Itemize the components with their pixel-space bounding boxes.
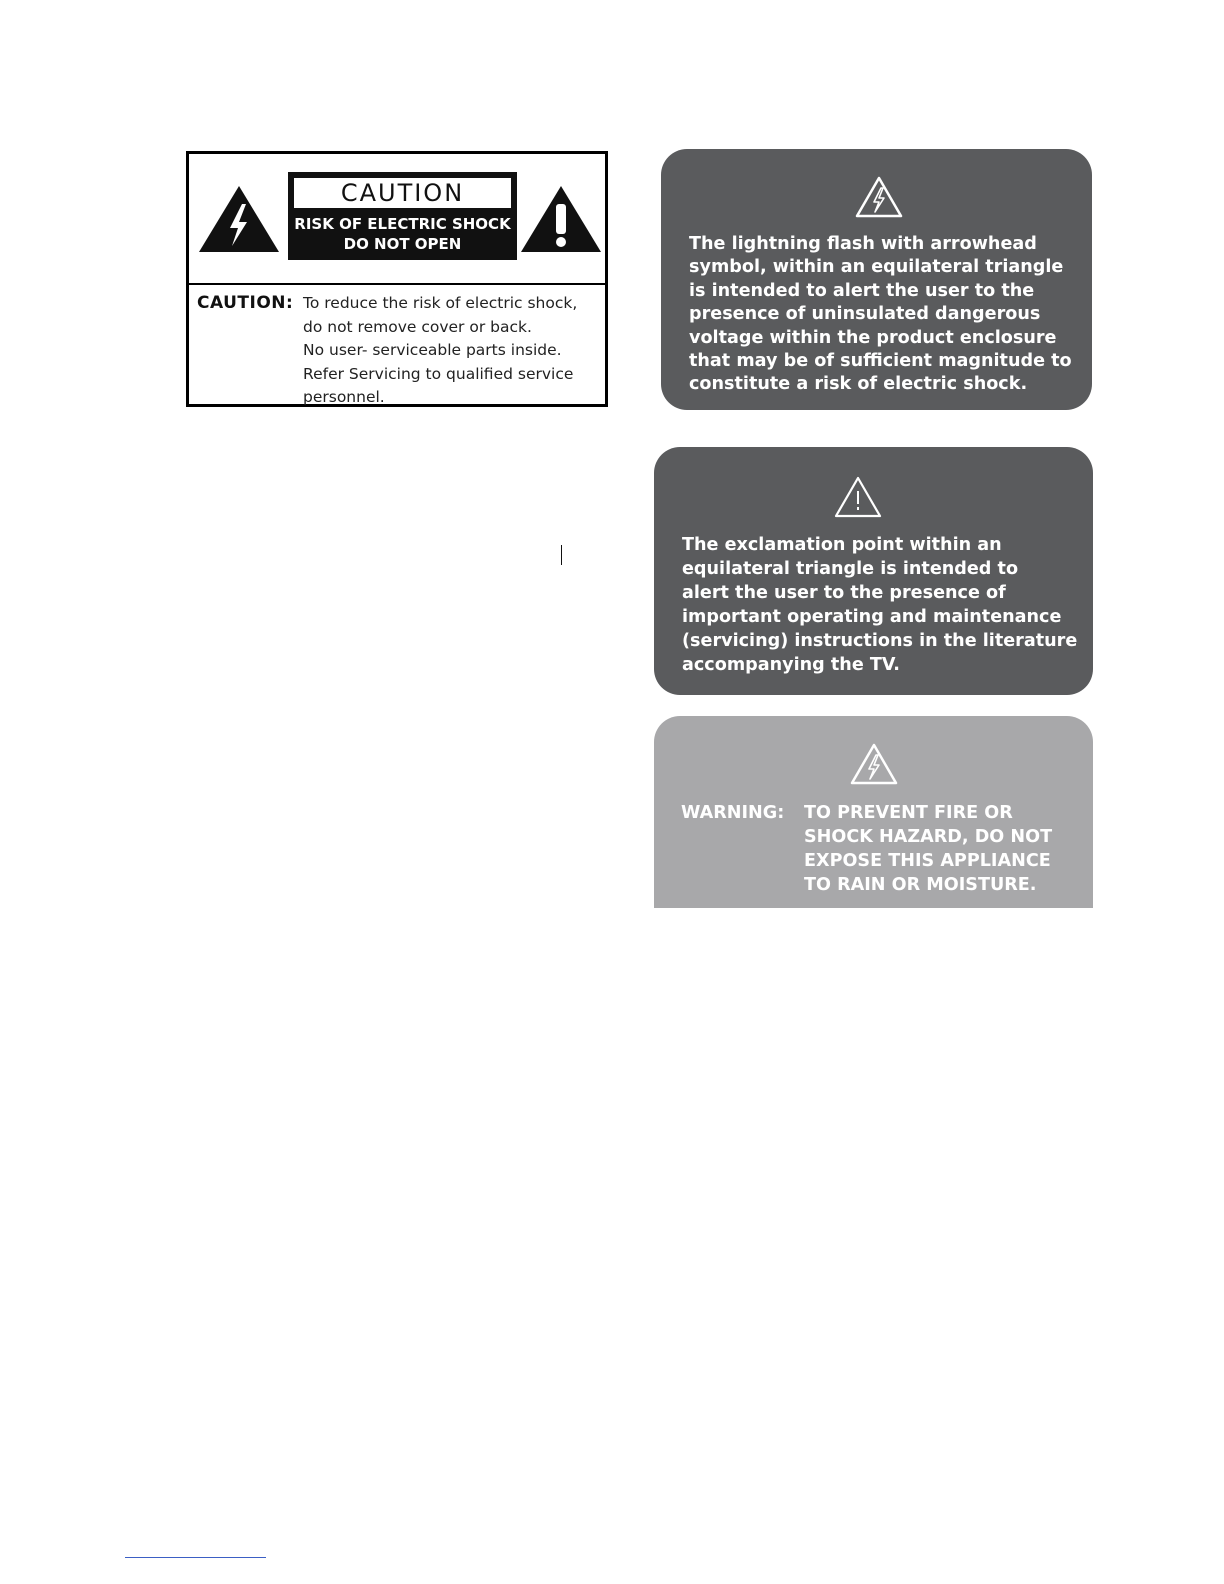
stray-vertical-mark [561,545,562,565]
panel-line: alert the user to the presence of [682,583,1006,603]
lightning-triangle-icon [854,175,904,219]
caution-body-line: personnel. [303,388,385,406]
exclamation-triangle-icon [833,475,883,519]
warning-panel [654,716,1093,908]
panel-line: TO PREVENT FIRE OR [804,803,1013,823]
panel-line: (servicing) instructions in the literature [682,631,1078,651]
panel-line: accompanying the TV. [682,655,900,675]
caution-body-line: do not remove cover or back. [303,317,532,336]
panel-line: presence of uninsulated dangerous [689,304,1041,325]
footer-rule [125,1557,266,1558]
warning-panel-text [804,801,1052,897]
warning-label: WARNING: [681,803,785,823]
lightning-triangle-icon [197,184,281,254]
caution-body-label: CAUTION: [197,293,294,313]
lightning-panel-text [689,233,1072,397]
caution-header-line-2: DO NOT OPEN [343,235,462,253]
caution-label [186,151,608,407]
caution-label-header-row [189,154,605,285]
panel-line: The exclamation point within an [682,535,1002,555]
lightning-triangle-icon [849,742,899,786]
caution-body-text [303,292,603,410]
panel-line: constitute a risk of electric shock. [689,374,1028,395]
panel-line: The lightning flash with arrowhead [689,234,1037,254]
panel-line: SHOCK HAZARD, DO NOT [804,827,1053,847]
caution-header-line-1: RISK OF ELECTRIC SHOCK [294,215,511,233]
caution-title: CAUTION [294,178,511,208]
panel-line: important operating and maintenance [682,607,1062,627]
panel-line: EXPOSE THIS APPLIANCE [804,851,1051,871]
exclamation-triangle-icon [519,184,603,254]
panel-line: is intended to alert the user to the [689,280,1035,301]
panel-line: voltage within the product enclosure [689,327,1057,348]
lightning-symbol-panel [661,149,1092,410]
panel-line: equilateral triangle is intended to [682,559,1019,579]
exclamation-panel-text [682,533,1077,677]
caution-body [189,285,605,404]
panel-line: that may be of sufficient magnitude to [689,351,1072,372]
caution-header [288,172,517,260]
caution-body-line: Refer Servicing to qualified service [303,364,574,383]
panel-line: TO RAIN OR MOISTURE. [804,875,1037,895]
panel-line: symbol, within an equilateral triangle [689,257,1064,278]
exclamation-symbol-panel [654,447,1093,695]
caution-body-line: To reduce the risk of electric shock, [303,294,578,312]
caution-body-line: No user- serviceable parts inside. [303,341,562,359]
